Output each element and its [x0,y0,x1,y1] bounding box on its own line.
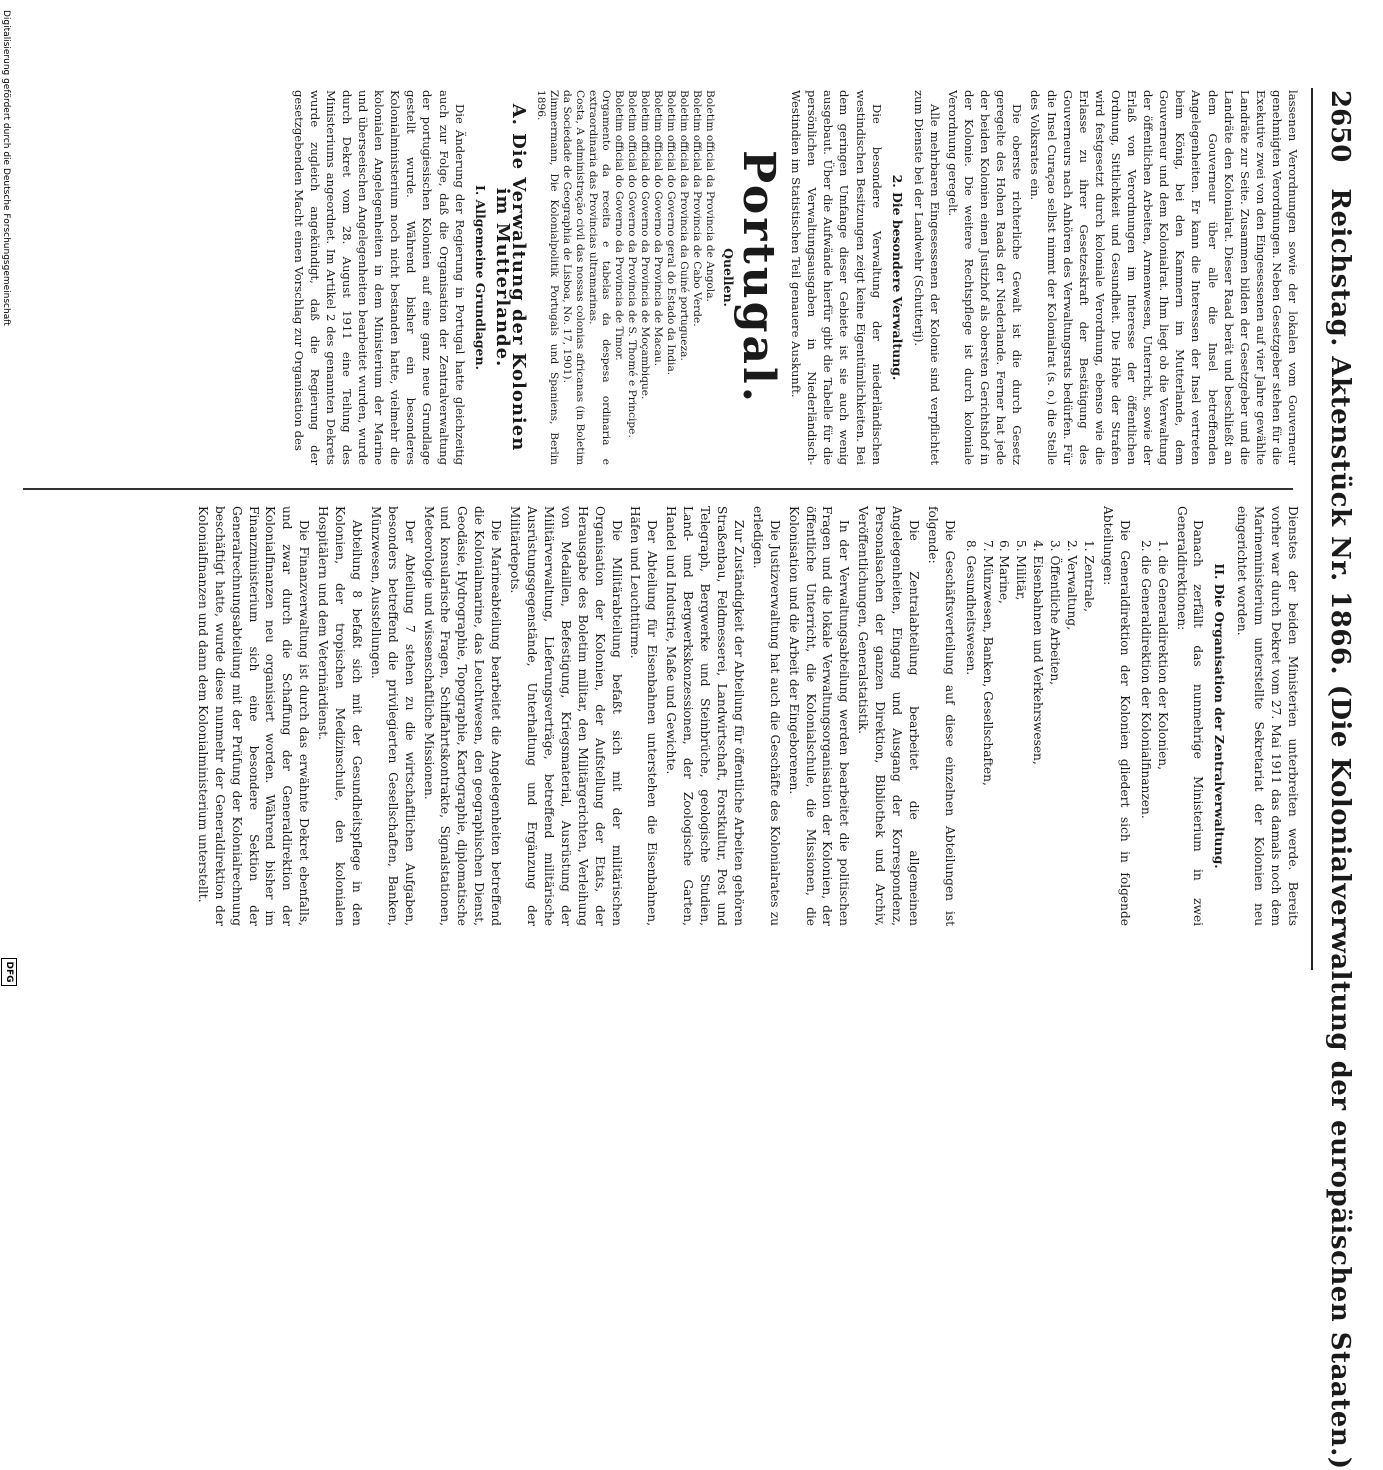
list-item: 2. die Generaldirektion der Kolonialfinanzen. [1138,540,1153,819]
right-column [11,506,1301,926]
paragraph: Abteilung 8 befaßt sich mit der Gesundheitspflege in den Kolonien, der tropischen Medizinschule, den kolonialen Hospitälern und dem Veterinärdienst. [316,506,364,926]
digitization-note [0,10,14,990]
paragraph: Alle mehrbaren Eingesessenen der Kolonie sind verpflichtet zum Dienste bei der Landwehr (Schutterij). [911,90,942,465]
departments-list [962,540,1097,926]
paragraph: Die Änderung der Regierung in Portugal hatte gleichzeitig auch zur Folge, daß die Organisation der Zentralverwaltung der portugiesischen Kolonien auf eine ganz neue Grundlage gestellt wurde. Während bisher ein besonderes Kolonialministerium noch nicht bestanden hatte, vielmehr die kolonialen Angelegenheiten in dem Ministerium der Marine und überseeischen Angelegenheiten bearbeitet wurden, wurde durch Dekret vom 28. August 1911 eine Teilung des Ministeriums angeordnet. Im Artikel 2 des genannten Dekrets wurde zugleich angekündigt, daß die Regierung der gesetzgebenden Macht einen Vorschlag zur Organisation des [291,90,467,465]
paragraph: Die Geschäftsverteilung auf diese einzelnen Abteilungen ist folgende: [925,506,957,926]
source-item: Boletim official do Governo geral do Estado da India. [664,90,677,376]
list-item: 6. Marine, [997,540,1012,604]
digitization-text: Digitalisierung gefördert durch die Deutsche Forschungsgemeinschaft [1,10,11,326]
paragraph: Dienstes der beiden Ministerien unterbreiten werde. Bereits vorher war durch Dekret vom 27. Mai 1911 das damals noch dem Marineministerium unterstellte Sekretariat der Kolonien neu eingerichtet worden. [1235,506,1300,926]
subsection-heading: I. Allgemeine Grundlagen. [472,185,488,370]
source-item: Boletim official da Provincia de Cabo Verde. [690,90,703,327]
source-item: Boletim official do Governo da Provincia de Timor. [612,90,625,361]
source-item: Boletim official da Provincia da Guiné portugueza. [677,90,690,361]
list-item: 1. Zentrale, [1082,540,1097,613]
sources-list [534,90,716,465]
paragraph: Die Militärabteilung befaßt sich mit der militärischen Organisation der Kolonien, der Aufstellung der Etats, der Herausgabe des Boletim militar, den Militärgerichten, Verleihung von Medaillen, Befestigung, Kriegsmaterial, Ausrüstung der Militärverwaltung, Lieferungsverträge, betreffend militärische Ausrüstungsgegenstände, Unterhaltung und Ergänzung der Militärdepots. [508,506,624,926]
list-item: 8. Gesundheitswesen. [963,540,978,676]
sources-heading: Quellen. [721,248,736,307]
dfg-logo: DFG [1,958,17,986]
list-item: 7. Münzwesen, Banken, Gesellschaften, [980,540,995,786]
section-heading: II. Die Organisation der Zentralverwaltung. [1212,563,1228,869]
paragraph: Die Finanzverwaltung ist durch das erwähnte Dekret ebenfalls, und zwar durch die Schaffung der Generaldirektion der Kolonialfinanzen neu organisiert worden. Während bisher im Finanzministerium sich eine besondere Sektion der Generalrechnungsabteilung mit der Prüfung der Kolonialrechnung beschäftigt hatte, wurde diese nunmehr der Generaldirektion der Kolonialfinanzen und dann dem Kolonialministerium unterstellt. [195,506,312,926]
paragraph: Die besondere Verwaltung der niederländischen westindischen Besitzungen zeigt keine Eigentümlichkeiten. Bei dem geringen Umfange dieser Gebiete ist sie auch wenig ausgebaut. Über die Aufwände hierfür gibt die Tabelle für die persönlichen Verwaltungsausgaben in Niederländisch-Westindien im Statistischen Teil genauere Auskunft. [789,90,884,465]
paragraph: Der Abteilung für Eisenbahnen unterstehen die Eisenbahnen, Häfen und Leuchttürme. [628,506,660,926]
list-item: 5. Militär, [1014,540,1029,601]
paragraph: Die Zentralabteilung bearbeitet die allgemeinen Angelegenheiten, Eingang und Ausgang der Korrespondenz, Personalsachen der ganzen Direktion, Bibliothek und Archiv, Veröffentlichungen, Generalstatistik. [856,506,921,926]
paragraph: lassenen Verordnungen sowie der lokalen vom Gouverneur genehmigten Verordnungen. Neben Gesetzgeber stehen für die Exekutive zwei von den Eingesessenen auf vier Jahre gewählte Landräte zur Seite. Zusammen bilden der Gesetzgeber und die Landräte den Kolonialrat. Dieser Raad berät und beschließt an dem Gouverneur über alle die Insel betreffenden Angelegenheiten. Er kann die Interessen der Insel vertreten beim König, bei den Kammern im Mutterlande, dem Gouverneur und dem Kolonialrat. Ihm liegt ob die Verwaltung der öffentlichen Arbeiten, Armenwesen, Unterricht, sowie der Erlaß von Verordnungen im Interesse der öffentlichen Ordnung, Sittlichkeit und Gesundheit. Die Höhe der Strafen wird festgesetzt durch koloniale Verordnung, ebenso wie die Erlasse zu ihrer Gesetzeskraft der Bestätigung des Gouverneurs nach Anhören des Verwaltungsrats bedürfen. Für die Insel Curaçao selbst nimmt der Kolonialrat (s. o.) die Stelle des Volksrates ein. [1028,90,1300,465]
source-item: Zimmermann, Die Kolonialpolitik Portugals und Spaniens, Berlin 1896. [534,90,560,465]
paragraph: Die Marineabteilung bearbeitet die Angelegenheiten betreffend die Kolonialmarine, das Leuchtwesen, den geographischen Dienst, Geodäsie, Hydrographie, Topographie, Kartographie, diplomatische und konsularische Fragen, Schiffahrtskontrakte, Signalstationen, Meteorologie und wissenschaftliche Missionen. [421,506,504,926]
paragraph: In der Verwaltungsabteilung werden bearbeitet die politischen Fragen und die lokale Verwaltungsorganisation der Kolonien, der öffentliche Unterricht, die Kolonialschule, die Missionen, die Kolonisation und die Arbeit der Eingeborenen. [786,506,852,926]
source-item: Orgamento da receita e tabelas da despesa ordinaria e extraordinaria das Provincias ultramarinas. [586,90,612,465]
source-item: Boletim official da Provincia de Angola. [703,90,716,302]
paragraph: Die oberste richterliche Gewalt ist die durch Gesetz geregelte des Hohen Raads der Niederlande. Ferner hat jede der beiden Kolonien einen Justizhof als obersten Gerichtshof in der Kolonie. Die weitere Rechtspflege ist durch koloniale Verordnung geregelt. [946,90,1025,465]
chapter-title: Portugal. [733,149,785,406]
directions-list [1137,540,1171,926]
section-a-heading: A. Die Verwaltung der Kolonien im Mutterlande. [491,103,529,452]
running-title: Reichstag. Aktenstück Nr. 1866. (Die Kolonialverwaltung der europäischen Staaten.) [1325,188,1355,1470]
paragraph: Die Justizverwaltung hat auch die Geschäfte des Kolonialrates zu erledigen. [750,506,782,926]
paragraph: Der Abteilung 7 stehen zu die wirtschaftlichen Aufgaben, besonders betreffend die privilegierten Gesellschaften, Banken, Münzwesen, Ausstellungen. [368,506,417,926]
section-heading: 2. Die besondere Verwaltung. [889,174,905,381]
left-column [11,90,1301,465]
page-header [1315,90,1365,1470]
column-divider [23,488,1293,490]
header-rule [1311,88,1313,970]
paragraph: Danach zerfällt das nunmehrige Ministerium in zwei Generaldirektionen: [1174,506,1206,926]
source-item: Boletim official do Governo da Provincia de S. Thomé e Principe. [625,90,638,438]
page-number: 2650 [1325,90,1355,163]
list-item: 3. Öffentliche Arbeiten, [1048,540,1063,686]
list-item: 2. Verwaltung, [1065,540,1080,631]
paragraph: Zur Zuständigkeit der Abteilung für öffentliche Arbeiten gehören Straßenbau, Feldmesserei, Landwirtschaft, Forstkultur, Post und Telegraph, Bergwerke und Steinbrüche, geologische Studien, Land- und Bergwerkskonzessionen, der Zoologische Garten, Handel und Industrie, Maße und Gewichte. [664,506,746,926]
paragraph: Die Generaldirektion der Kolonien gliedert sich in folgende Abteilungen: [1100,506,1132,926]
source-item: Boletim official do Governo da Provincia de Macau. [651,90,664,367]
list-item: 1. die Generaldirektion der Kolonien, [1155,540,1170,771]
list-item: 4. Eisenbahnen und Verkehrswesen, [1031,540,1046,765]
source-item: Boletim official do Governo da Provincia de Moçambique. [638,90,651,400]
source-item: Costa, A administração civil das nossas colonias africanas (in Boletim da Sociedade de Geographia de Lisboa, No. 17, 1901). [560,90,586,465]
